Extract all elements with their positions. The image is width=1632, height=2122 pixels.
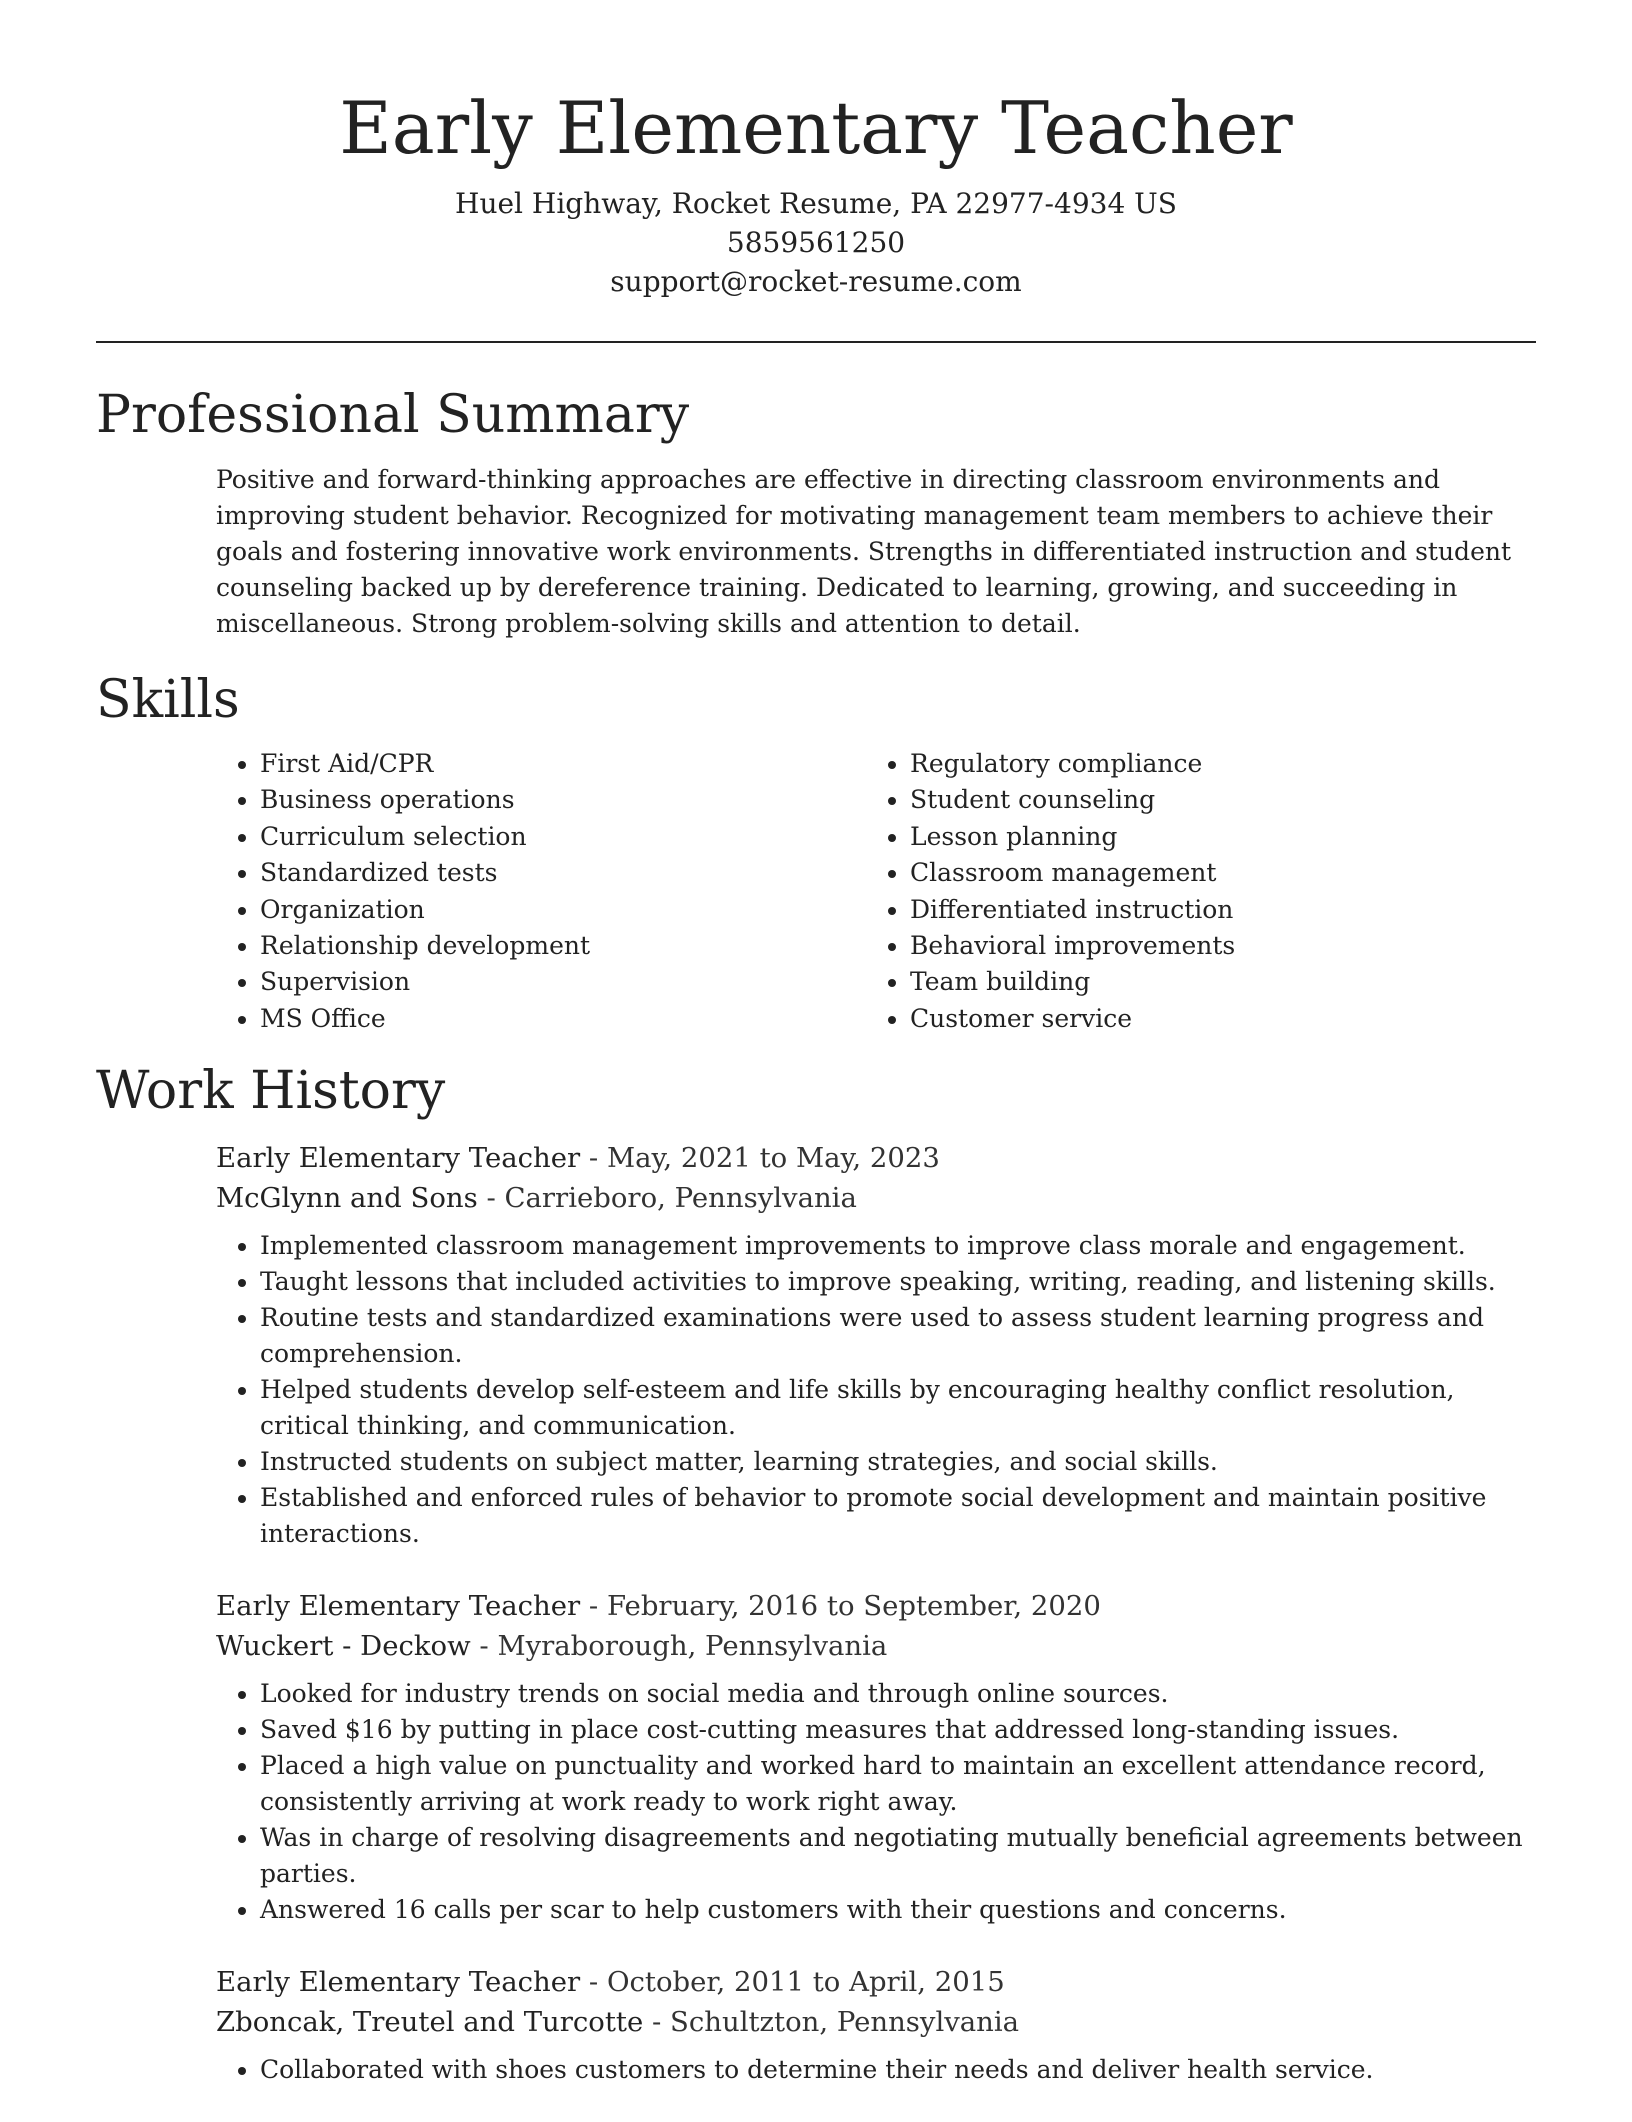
job-location: - Schultzton, Pennsylvania <box>643 2006 1020 2038</box>
contact-block <box>96 184 1536 301</box>
job-bullets <box>216 2052 1536 2088</box>
candidate-name: Early Elementary Teacher <box>339 86 1293 170</box>
job-company: Zboncak, Treutel and Turcotte <box>216 2006 644 2038</box>
job-entry <box>216 1962 1536 2088</box>
skill-item: • Curriculum selection <box>260 819 866 855</box>
skills-right-list <box>866 746 1516 1037</box>
job-dates: - February, 2016 to September, 2020 <box>580 1590 1101 1622</box>
skill-item: • Student counseling <box>910 782 1516 818</box>
skills-columns <box>216 746 1536 1037</box>
job-bullet: • Helped students develop self-esteem and life skills by encouraging healthy conflict resolution, critical thinking, and communication. <box>260 1372 1536 1444</box>
job-title-line <box>216 1586 1536 1626</box>
job-bullet: • Established and enforced rules of behavior to promote social development and maintain positive interactions. <box>260 1480 1536 1552</box>
skills-heading: Skills <box>96 670 240 730</box>
email: support@rocket-resume.com <box>610 265 1022 298</box>
skill-item: • Customer service <box>910 1001 1516 1037</box>
job-company: McGlynn and Sons <box>216 1182 478 1214</box>
work-history-list <box>216 1138 1536 2122</box>
skill-item: • Regulatory compliance <box>910 746 1516 782</box>
address: Huel Highway, Rocket Resume, PA 22977-4934 US <box>455 187 1177 220</box>
job-company-line <box>216 1626 1536 1666</box>
skill-item: • Supervision <box>260 964 866 1000</box>
job-dates: - May, 2021 to May, 2023 <box>580 1142 940 1174</box>
skill-item: • Organization <box>260 892 866 928</box>
job-role: Early Elementary Teacher <box>216 1142 581 1174</box>
job-entry <box>216 1138 1536 1552</box>
job-location: - Carrieboro, Pennsylvania <box>477 1182 857 1214</box>
job-bullet: • Implemented classroom management improvements to improve class morale and engagement. <box>260 1228 1536 1264</box>
job-bullet: • Routine tests and standardized examinations were used to assess student learning progress and comprehension. <box>260 1300 1536 1372</box>
job-company: Wuckert - Deckow <box>216 1630 471 1662</box>
skill-item: • Behavioral improvements <box>910 928 1516 964</box>
phone: 5859561250 <box>726 226 906 259</box>
job-bullet: • Looked for industry trends on social media and through online sources. <box>260 1676 1536 1712</box>
job-bullet: • Instructed students on subject matter, learning strategies, and social skills. <box>260 1444 1536 1480</box>
job-company-line <box>216 1178 1536 1218</box>
job-title-line <box>216 1962 1536 2002</box>
job-bullet: • Saved $16 by putting in place cost-cutting measures that addressed long-standing issues. <box>260 1712 1536 1748</box>
job-bullets <box>216 1228 1536 1552</box>
job-bullets <box>216 1676 1536 1928</box>
job-entry <box>216 1586 1536 1928</box>
skill-item: • MS Office <box>260 1001 866 1037</box>
skills-left-list <box>216 746 866 1037</box>
resume-header <box>96 80 1536 301</box>
work-history-heading: Work History <box>96 1061 446 1121</box>
skill-item: • Differentiated instruction <box>910 892 1516 928</box>
job-title-line <box>216 1138 1536 1178</box>
job-location: - Myraborough, Pennsylvania <box>470 1630 888 1662</box>
job-bullet: • Taught lessons that included activities to improve speaking, writing, reading, and listening skills. <box>260 1264 1536 1300</box>
skill-item: • Relationship development <box>260 928 866 964</box>
job-role: Early Elementary Teacher <box>216 1966 581 1998</box>
skill-item: • Classroom management <box>910 855 1516 891</box>
job-dates: - October, 2011 to April, 2015 <box>580 1966 1005 1998</box>
skill-item: • Standardized tests <box>260 855 866 891</box>
job-bullet: • Answered 16 calls per scar to help customers with their questions and concerns. <box>260 1892 1536 1928</box>
summary-text: Positive and forward-thinking approaches are effective in directing classroom environments and improving student behavior. Recognized for motivating management team members to achieve their goals and fostering innovative work environments. Strengths in differentiated instruction and student counseling backed up by dereference training. Dedicated to learning, growing, and succeeding in miscellaneous. Strong problem-solving skills and attention to detail. <box>216 465 1512 638</box>
job-company-line <box>216 2002 1536 2042</box>
job-bullet: • Collaborated with shoes customers to determine their needs and deliver health service. <box>260 2052 1536 2088</box>
header-divider <box>96 341 1536 343</box>
skill-item: • Business operations <box>260 782 866 818</box>
job-role: Early Elementary Teacher <box>216 1590 581 1622</box>
job-bullet: • Placed a high value on punctuality and worked hard to maintain an excellent attendance record, consistently arriving at work ready to work right away. <box>260 1748 1536 1820</box>
summary-heading: Professional Summary <box>96 385 690 445</box>
skill-item: • Team building <box>910 964 1516 1000</box>
job-bullet: • Was in charge of resolving disagreements and negotiating mutually beneficial agreements between parties. <box>260 1820 1536 1892</box>
skill-item: • First Aid/CPR <box>260 746 866 782</box>
skill-item: • Lesson planning <box>910 819 1516 855</box>
